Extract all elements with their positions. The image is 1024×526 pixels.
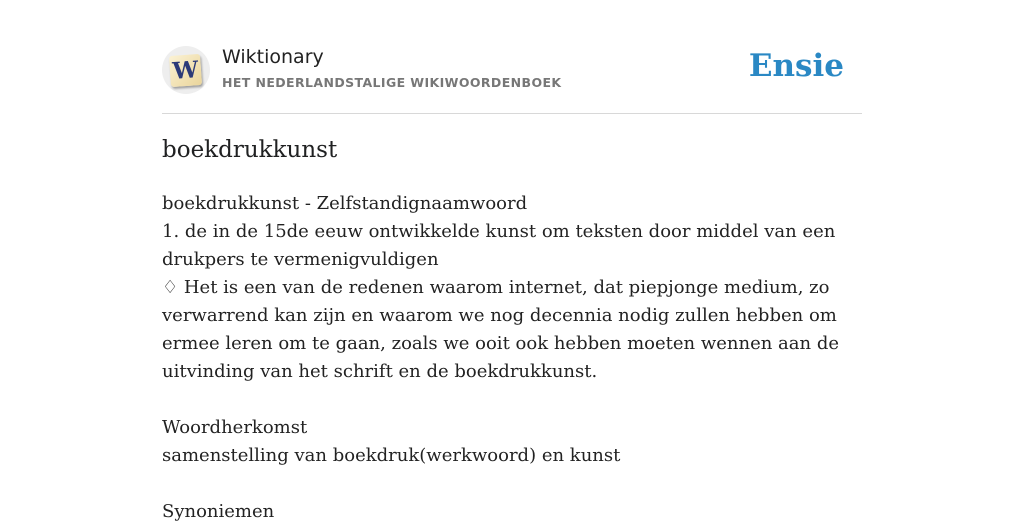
page-title: boekdrukkunst <box>162 137 338 163</box>
logo-letter: W <box>171 56 200 85</box>
synonyms-heading: Synoniemen <box>162 501 275 522</box>
spacer <box>162 470 862 498</box>
spacer <box>162 386 862 414</box>
site-subtitle: HET NEDERLANDSTALIGE WIKIWOORDENBOEK <box>222 75 562 90</box>
site-header <box>162 0 862 114</box>
logo-tile-icon <box>169 54 202 87</box>
definition-text: 1. de in de 15de eeuw ontwikkelde kunst om teksten door middel van een drukpers te vermenigvuldigen <box>162 221 836 270</box>
wiktionary-logo[interactable] <box>162 46 210 94</box>
example-sentence: ♢ Het is een van de redenen waarom internet, dat piepjonge medium, zo verwarrend kan zijn en waarom we nog decennia nodig zullen hebben om ermee leren om te gaan, zoals we ooit ook hebben moeten wennen aan de uitvinding van het schrift en de boekdrukkunst. <box>162 277 840 382</box>
etymology-heading: Woordherkomst <box>162 417 308 438</box>
site-title[interactable]: Wiktionary <box>222 46 324 68</box>
etymology-text: samenstelling van boekdruk(werkwoord) en kunst <box>162 445 621 466</box>
ensie-brand-link[interactable]: Ensie <box>748 48 844 84</box>
page-container <box>162 0 862 522</box>
entry-content <box>162 190 862 526</box>
part-of-speech-line: boekdrukkunst - Zelfstandignaamwoord <box>162 193 528 214</box>
